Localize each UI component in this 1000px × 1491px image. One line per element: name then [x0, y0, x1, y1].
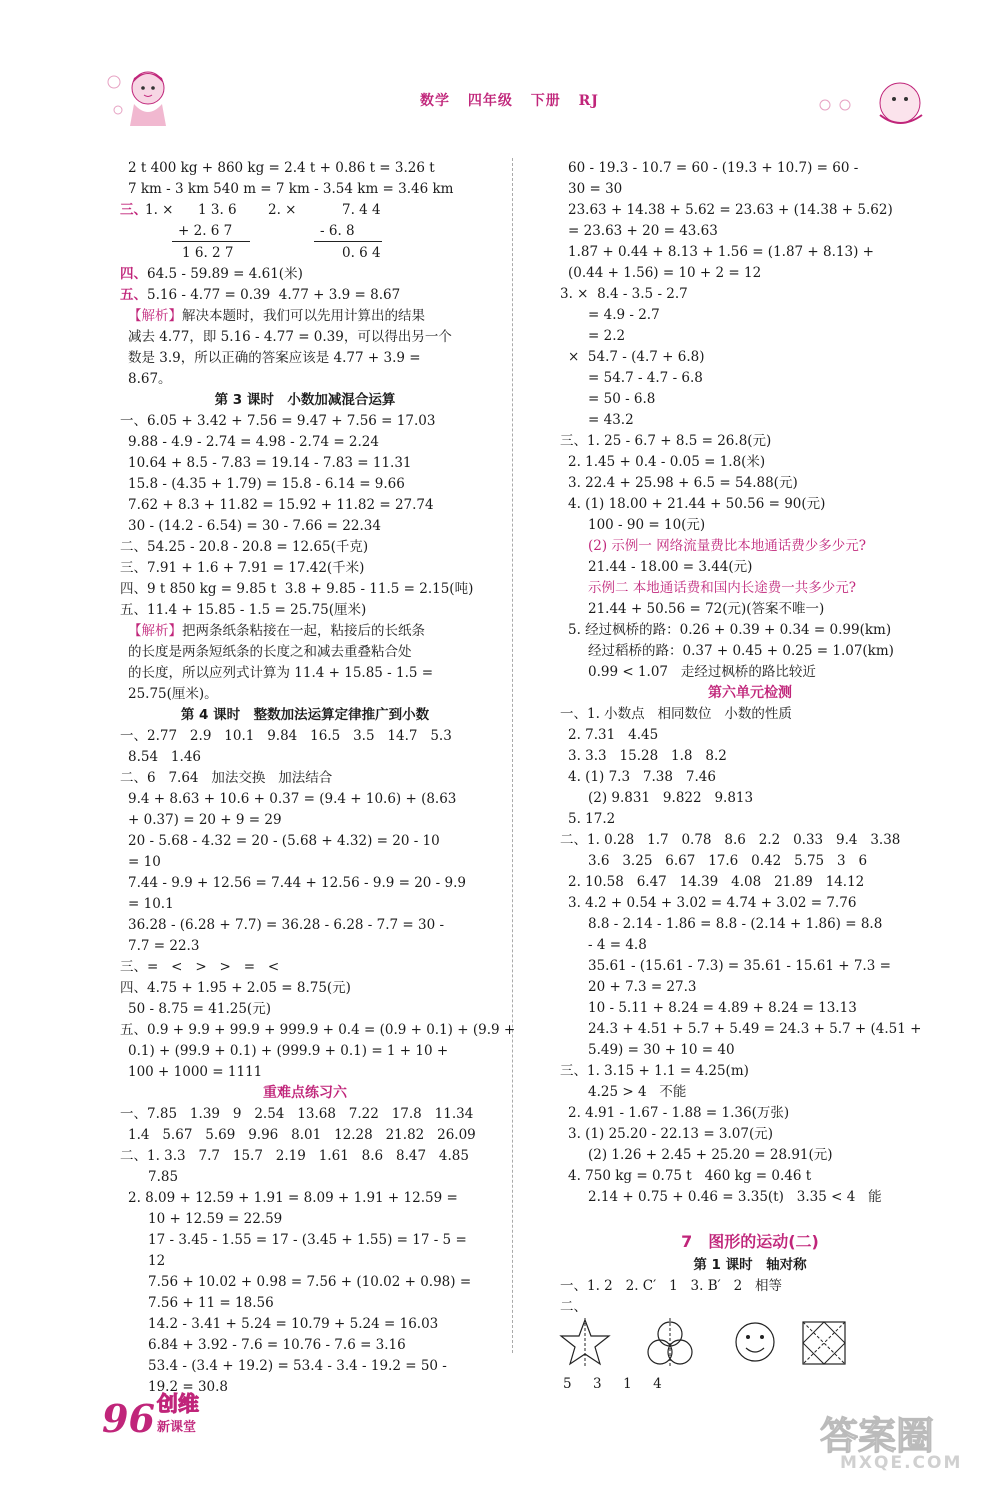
- answer-line: (0.44 + 1.56) = 10 + 2 = 12: [568, 265, 762, 281]
- answer-line: 15.8 - (4.35 + 1.79) = 15.8 - 6.14 = 9.66: [128, 476, 405, 492]
- answer-line: 5. 经过枫桥的路：0.26 + 0.39 + 0.34 = 0.99(km): [568, 622, 892, 638]
- calc-rule: [172, 241, 250, 242]
- answer-line: × 54.7 - (4.7 + 6.8): [568, 349, 705, 365]
- answer-line: 7 km - 3 km 540 m = 7 km - 3.54 km = 3.46 km: [128, 181, 454, 197]
- answer-line: 17 - 3.45 - 1.55 = 17 - (3.45 + 1.55) = 17 - 5 =: [148, 1232, 467, 1248]
- smiley-face-figure-icon: [736, 1323, 774, 1361]
- lesson-heading: 第 4 课时 整数加法运算定律推广到小数: [180, 707, 430, 723]
- header-edition: RJ: [578, 93, 599, 109]
- example-tag: 示例二: [588, 580, 629, 596]
- page-header: [0, 50, 1000, 130]
- answer-text: 64.5 - 59.89 = 4.61(米): [147, 266, 303, 282]
- answer-line: 五、11.4 + 15.85 - 1.5 = 25.75(厘米): [120, 602, 367, 618]
- answer-line: 3.6 3.25 6.67 17.6 0.42 5.75 3 6: [588, 853, 868, 869]
- section-label: 五、: [120, 287, 147, 303]
- example-question: 本地通话费和国内长途费一共多少元?: [632, 580, 857, 596]
- vertical-calculation: [120, 200, 490, 264]
- answer-line: 2. 8.09 + 12.59 + 1.91 = 8.09 + 1.91 + 12.59 =: [128, 1190, 458, 1206]
- answer-line: 2 t 400 kg + 860 kg = 2.4 t + 0.86 t = 3.26 t: [128, 160, 435, 176]
- answer-line: 7.85: [148, 1169, 179, 1185]
- answer-line: 一、1. 小数点 相同数位 小数的性质: [560, 706, 792, 722]
- answer-line: [120, 264, 490, 285]
- cartoon-decoration-icon: [800, 75, 940, 135]
- brand-subtitle: 新课堂: [157, 1420, 197, 1435]
- answer-line: 3. 22.4 + 25.98 + 6.5 = 54.88(元): [568, 475, 798, 491]
- column-divider: [512, 158, 513, 1353]
- answer-line: 三、1. 25 - 6.7 + 8.5 = 26.8(元): [560, 433, 772, 449]
- answer-line: 一、2.77 2.9 10.1 9.84 16.5 3.5 14.7 5.3: [120, 728, 452, 744]
- answer-line: 一、7.85 1.39 9 2.54 13.68 7.22 17.8 11.34: [120, 1106, 474, 1122]
- answer-line: 4. (1) 7.3 7.38 7.46: [568, 769, 716, 785]
- answer-line: 1.4 5.67 5.69 9.96 8.01 12.28 21.82 26.09: [128, 1127, 476, 1143]
- lesson-heading: 第 3 课时 小数加减混合运算: [214, 392, 396, 408]
- answer-line: 1.87 + 0.44 + 8.13 + 1.56 = (1.87 + 8.13) +: [568, 244, 874, 260]
- answer-line: 4.25 > 4 不能: [588, 1084, 687, 1100]
- answer-line: - 4 = 4.8: [588, 937, 647, 953]
- answer-line: 9.4 + 8.63 + 10.6 + 0.37 = (9.4 + 10.6) + (8.63: [128, 791, 457, 807]
- analysis-line: 8.67。: [128, 371, 172, 387]
- answer-line: 7.56 + 10.02 + 0.98 = 7.56 + (10.02 + 0.98) =: [148, 1274, 472, 1290]
- answer-line: [120, 285, 490, 306]
- calc-item: 1. ×: [145, 202, 174, 218]
- answer-line: 四、4.75 + 1.95 + 2.05 = 8.75(元): [120, 980, 351, 996]
- answer-line: 23.63 + 14.38 + 5.62 = 23.63 + (14.38 + 5.62): [568, 202, 893, 218]
- answer-line: 6.84 + 3.92 - 7.6 = 10.76 - 7.6 = 3.16: [148, 1337, 406, 1353]
- answer-line: = 10.1: [128, 896, 174, 912]
- right-column: [560, 158, 940, 1318]
- left-column: [120, 158, 516, 1398]
- figure-axis-counts: 5 3 1 4: [563, 1376, 662, 1392]
- section-heading: 重难点练习六: [263, 1085, 347, 1101]
- analysis-line: 的长度是两条短纸条的长度之和减去重叠粘合处: [128, 644, 412, 660]
- answer-line: 19.2 = 30.8: [148, 1379, 229, 1395]
- unit-heading: 7 图形的运动(二): [681, 1232, 819, 1251]
- answer-line: 三、7.91 + 1.6 + 7.91 = 17.42(千米): [120, 560, 365, 576]
- answer-line: 60 - 19.3 - 10.7 = 60 - (19.3 + 10.7) = 60 -: [568, 160, 859, 176]
- answer-line: 36.28 - (6.28 + 7.7) = 36.28 - 6.28 - 7.7 = 30 -: [128, 917, 445, 933]
- answer-line: 三、= < > > = <: [120, 959, 280, 975]
- watermark-title: 答案圈: [820, 1414, 935, 1458]
- answer-line: = 10: [128, 854, 161, 870]
- calc-operand: + 2. 6 7: [178, 223, 233, 239]
- brand-logo: [155, 1388, 225, 1438]
- answer-line: 二、1. 3.3 7.7 15.7 2.19 1.61 8.6 8.47 4.85: [120, 1148, 469, 1164]
- analysis-line: [120, 306, 490, 327]
- answer-line: 100 - 90 = 10(元): [588, 517, 706, 533]
- section-heading: 第六单元检测: [708, 685, 792, 701]
- answer-line: 4. (1) 18.00 + 21.44 + 50.56 = 90(元): [568, 496, 826, 512]
- answer-line: 12: [148, 1253, 166, 1269]
- answer-line: 五、0.9 + 9.9 + 99.9 + 999.9 + 0.4 = (0.9 + 0.1) + (9.9 +: [120, 1022, 516, 1038]
- answer-line: 50 - 8.75 = 41.25(元): [128, 1001, 271, 1017]
- answer-line: (2) 1.26 + 2.45 + 25.20 = 28.91(元): [588, 1147, 833, 1163]
- answer-line: 9.88 - 4.9 - 2.74 = 4.98 - 2.74 = 2.24: [128, 434, 379, 450]
- analysis-tag: 【解析】: [128, 623, 182, 639]
- answer-line: = 4.9 - 2.7: [588, 307, 660, 323]
- answer-line: 53.4 - (3.4 + 19.2) = 53.4 - 3.4 - 19.2 = 50 -: [148, 1358, 447, 1374]
- answer-line: 4. 750 kg = 0.75 t 460 kg = 0.46 t: [568, 1168, 812, 1184]
- answer-line: 10 + 12.59 = 22.59: [148, 1211, 283, 1227]
- calc-item: 2. ×: [268, 202, 297, 218]
- answer-line: 3. (1) 25.20 - 22.13 = 3.07(元): [568, 1126, 774, 1142]
- answer-line: 21.44 + 50.56 = 72(元)(答案不唯一): [588, 601, 825, 617]
- answer-line: 3. 3.3 15.28 1.8 8.2: [568, 748, 727, 764]
- answer-line: 8.8 - 2.14 - 1.86 = 8.8 - (2.14 + 1.86) = 8.8: [588, 916, 883, 932]
- analysis-line: [120, 621, 490, 642]
- analysis-line: 25.75(厘米)。: [128, 686, 218, 702]
- answer-line: 一、1. 2 2. C′ 1 3. B′ 2 相等: [560, 1278, 783, 1294]
- answer-line: 2. 7.31 4.45: [568, 727, 659, 743]
- answer-line: 7.56 + 11 = 18.56: [148, 1295, 274, 1311]
- watermark: [820, 1405, 985, 1485]
- answer-line: 2. 4.91 - 1.67 - 1.88 = 1.36(万张): [568, 1105, 790, 1121]
- calc-rule: [314, 241, 382, 242]
- answer-line: 20 - 5.68 - 4.32 = 20 - (5.68 + 4.32) = 20 - 10: [128, 833, 440, 849]
- answer-line: 21.44 - 18.00 = 3.44(元): [588, 559, 753, 575]
- answer-line: 24.3 + 4.51 + 5.7 + 5.49 = 24.3 + 5.7 + (4.51 +: [588, 1021, 922, 1037]
- header-subject: 数学: [420, 93, 450, 109]
- answer-line: 10 - 5.11 + 8.24 = 4.89 + 8.24 = 13.13: [588, 1000, 857, 1016]
- section-label: 三、: [120, 202, 147, 218]
- answer-line: 3. × 8.4 - 3.5 - 2.7: [560, 286, 688, 302]
- calc-result: 1 6. 2 7: [182, 245, 234, 261]
- answer-text: 5.16 - 4.77 = 0.39 4.77 + 3.9 = 8.67: [147, 287, 401, 303]
- example-question: 网络流量费比本地通话费少多少元?: [656, 538, 866, 554]
- answer-line: 30 - (14.2 - 6.54) = 30 - 7.66 = 22.34: [128, 518, 381, 534]
- cartoon-girl-icon: [96, 60, 186, 130]
- lesson-heading: 第 1 课时 轴对称: [693, 1257, 807, 1273]
- header-grade: 四年级: [467, 93, 513, 109]
- answer-line: = 23.63 + 20 = 43.63: [568, 223, 718, 239]
- watermark-url: MXQE.COM: [840, 1453, 963, 1473]
- brand-name: 创维: [157, 1392, 199, 1416]
- section-label: 四、: [120, 266, 147, 282]
- answer-line: 二、1. 0.28 1.7 0.78 8.6 2.2 0.33 9.4 3.38: [560, 832, 901, 848]
- answer-line: 35.61 - (15.61 - 7.3) = 35.61 - 15.61 + 7.3 =: [588, 958, 891, 974]
- answer-line: 2.14 + 0.75 + 0.46 = 3.35(t) 3.35 < 4 能: [588, 1189, 882, 1205]
- calc-operand: 7. 4 4: [342, 202, 381, 218]
- header-volume: 下册: [530, 93, 561, 109]
- answer-line: 二、: [560, 1299, 587, 1315]
- star-figure-icon: [561, 1318, 609, 1368]
- calc-operand: - 6. 8: [320, 223, 355, 239]
- page-number: 96: [102, 1396, 155, 1441]
- spacer: [560, 1208, 940, 1229]
- analysis-line: 的长度，所以应列式计算为 11.4 + 15.85 - 1.5 =: [128, 665, 434, 681]
- analysis-text: 把两条纸条粘接在一起，粘接后的长纸条: [182, 623, 425, 639]
- answer-line: 7.7 = 22.3: [128, 938, 200, 954]
- answer-line: 0.1) + (99.9 + 0.1) + (999.9 + 0.1) = 1 + 10 +: [128, 1043, 449, 1059]
- answer-line: 7.62 + 8.3 + 11.82 = 15.92 + 11.82 = 27.74: [128, 497, 434, 513]
- answer-line: 30 = 30: [568, 181, 623, 197]
- answer-line: = 54.7 - 4.7 - 6.8: [588, 370, 703, 386]
- answer-line: [560, 578, 940, 599]
- answer-line: [560, 536, 940, 557]
- answer-line: 5. 17.2: [568, 811, 616, 827]
- analysis-line: 减去 4.77，即 5.16 - 4.77 = 0.39，可以得出另一个: [128, 329, 452, 345]
- symmetry-figures: [555, 1318, 935, 1368]
- answer-line: (2) 9.831 9.822 9.813: [588, 790, 754, 806]
- three-circles-figure-icon: [648, 1318, 692, 1368]
- answer-line: 8.54 1.46: [128, 749, 201, 765]
- answer-line: 100 + 1000 = 1111: [128, 1064, 263, 1080]
- calc-result: 0. 6 4: [342, 245, 381, 261]
- header-title: [420, 90, 611, 110]
- answer-line: 经过稻桥的路：0.37 + 0.45 + 0.25 = 1.07(km): [588, 643, 894, 659]
- answer-line: 3. 4.2 + 0.54 + 3.02 = 4.74 + 3.02 = 7.76: [568, 895, 857, 911]
- analysis-text: 解决本题时，我们可以先用计算出的结果: [182, 308, 425, 324]
- answer-line: = 50 - 6.8: [588, 391, 656, 407]
- answer-line: = 43.2: [588, 412, 634, 428]
- answer-line: 2. 10.58 6.47 14.39 4.08 21.89 14.12: [568, 874, 865, 890]
- answer-line: 二、6 7.64 加法交换 加法结合: [120, 770, 333, 786]
- analysis-line: 数是 3.9，所以正确的答案应该是 4.77 + 3.9 =: [128, 350, 421, 366]
- answer-line: 一、6.05 + 3.42 + 7.56 = 9.47 + 7.56 = 17.03: [120, 413, 436, 429]
- answer-line: + 0.37) = 20 + 9 = 29: [128, 812, 282, 828]
- answer-line: 三、1. 3.15 + 1.1 = 4.25(m): [560, 1063, 749, 1079]
- answer-line: 0.99 < 1.07 走经过枫桥的路比较近: [588, 664, 816, 680]
- calc-operand: 1 3. 6: [198, 202, 237, 218]
- answer-line: 5.49) = 30 + 10 = 40: [588, 1042, 735, 1058]
- example-tag: (2) 示例一: [588, 538, 652, 554]
- square-pattern-figure-icon: [803, 1322, 845, 1364]
- analysis-tag: 【解析】: [128, 308, 182, 324]
- answer-line: 10.64 + 8.5 - 7.83 = 19.14 - 7.83 = 11.31: [128, 455, 412, 471]
- answer-line: = 2.2: [588, 328, 626, 344]
- answer-line: 四、9 t 850 kg = 9.85 t 3.8 + 9.85 - 11.5 = 2.15(吨): [120, 581, 474, 597]
- answer-line: 20 + 7.3 = 27.3: [588, 979, 697, 995]
- answer-line: 7.44 - 9.9 + 12.56 = 7.44 + 12.56 - 9.9 = 20 - 9.9: [128, 875, 467, 891]
- answer-line: 14.2 - 3.41 + 5.24 = 10.79 + 5.24 = 16.03: [148, 1316, 439, 1332]
- answer-line: 2. 1.45 + 0.4 - 0.05 = 1.8(米): [568, 454, 766, 470]
- answer-line: 二、54.25 - 20.8 - 20.8 = 12.65(千克): [120, 539, 369, 555]
